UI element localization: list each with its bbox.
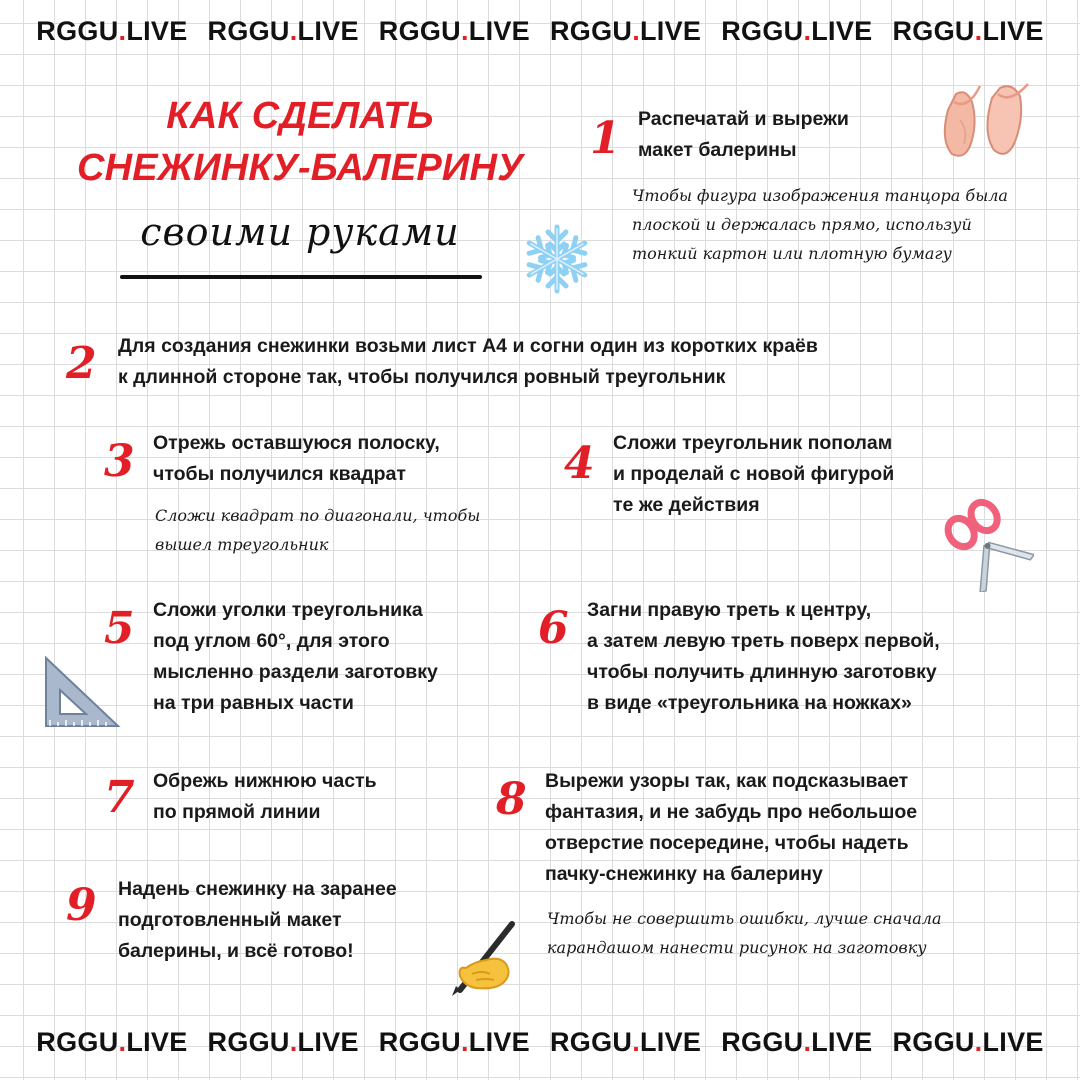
step-9-text: Надень снежинку на заранее подготовленный макет балерины, и всё готово! [118, 878, 397, 962]
title-line-2: СНЕЖИНКУ-БАЛЕРИНУ [76, 147, 524, 189]
step-4-number: 4 [564, 438, 595, 489]
step-7-text: Обрежь нижнюю часть по прямой линии [153, 770, 377, 823]
step-8-note: Чтобы не совершить ошибки, лучше сначала карандашом нанести рисунок на заготовку [547, 909, 942, 957]
page-subtitle: своими руками [140, 210, 460, 254]
step-8-number: 8 [496, 774, 527, 825]
snowflake-icon [520, 222, 594, 296]
step-3-number: 3 [104, 436, 135, 487]
step-1-note: Чтобы фигура изображения танцора была плоской и держалась прямо, используй тонкий картон или плотную бумагу [632, 186, 1008, 263]
step-3-text: Отрежь оставшуюся полоску, чтобы получился квадрат [153, 432, 440, 485]
brand-logo: RGGU.LIVE [378, 1027, 530, 1057]
step-7-number: 7 [104, 772, 135, 823]
title-line-1: КАК СДЕЛАТЬ [166, 95, 434, 137]
step-5-number: 5 [104, 603, 135, 654]
step-6-text: Загни правую треть к центру, а затем левую треть поверх первой, чтобы получить длинную заготовку в виде «треугольника на ножках» [587, 599, 940, 714]
ballet-shoes-icon [938, 80, 1038, 160]
step-2-text: Для создания снежинки возьми лист А4 и согни один из коротких краёв к длинной стороне так, чтобы получился ровный треугольник [118, 335, 818, 388]
step-6-number: 6 [538, 603, 569, 654]
brand-logo: RGGU.LIVE [207, 1027, 359, 1057]
subtitle-underline [120, 275, 482, 279]
brand-row-bottom [0, 1027, 1080, 1058]
writing-hand-icon [442, 920, 522, 998]
brand-logo: RGGU.LIVE [892, 1027, 1044, 1057]
step-3-note: Сложи квадрат по диагонали, чтобы вышел треугольник [155, 506, 481, 554]
brand-logo: RGGU.LIVE [550, 1027, 702, 1057]
step-1-number: 1 [590, 113, 621, 164]
brand-logo: RGGU.LIVE [378, 16, 530, 46]
brand-logo: RGGU.LIVE [721, 16, 873, 46]
step-9-number: 9 [66, 880, 97, 931]
step-5-text: Сложи уголки треугольника под углом 60°, для этого мысленно раздели заготовку на три равных части [153, 599, 438, 714]
step-2-number: 2 [66, 338, 97, 389]
step-4-text: Сложи треугольник пополам и проделай с новой фигурой те же действия [613, 432, 895, 516]
scissors-icon [940, 498, 1034, 592]
brand-logo: RGGU.LIVE [207, 16, 359, 46]
page-title [30, 90, 570, 194]
brand-row-top [0, 16, 1080, 47]
brand-logo: RGGU.LIVE [36, 1027, 188, 1057]
brand-logo: RGGU.LIVE [550, 16, 702, 46]
triangle-ruler-icon [42, 654, 122, 730]
step-8-text: Вырежи узоры так, как подсказывает фантазия, и не забудь про небольшое отверстие посередине, чтобы надеть пачку-снежинку на балерину [545, 770, 918, 885]
brand-logo: RGGU.LIVE [721, 1027, 873, 1057]
step-1-text: Распечатай и вырежи макет балерины [638, 108, 849, 161]
brand-logo: RGGU.LIVE [36, 16, 188, 46]
brand-logo: RGGU.LIVE [892, 16, 1044, 46]
